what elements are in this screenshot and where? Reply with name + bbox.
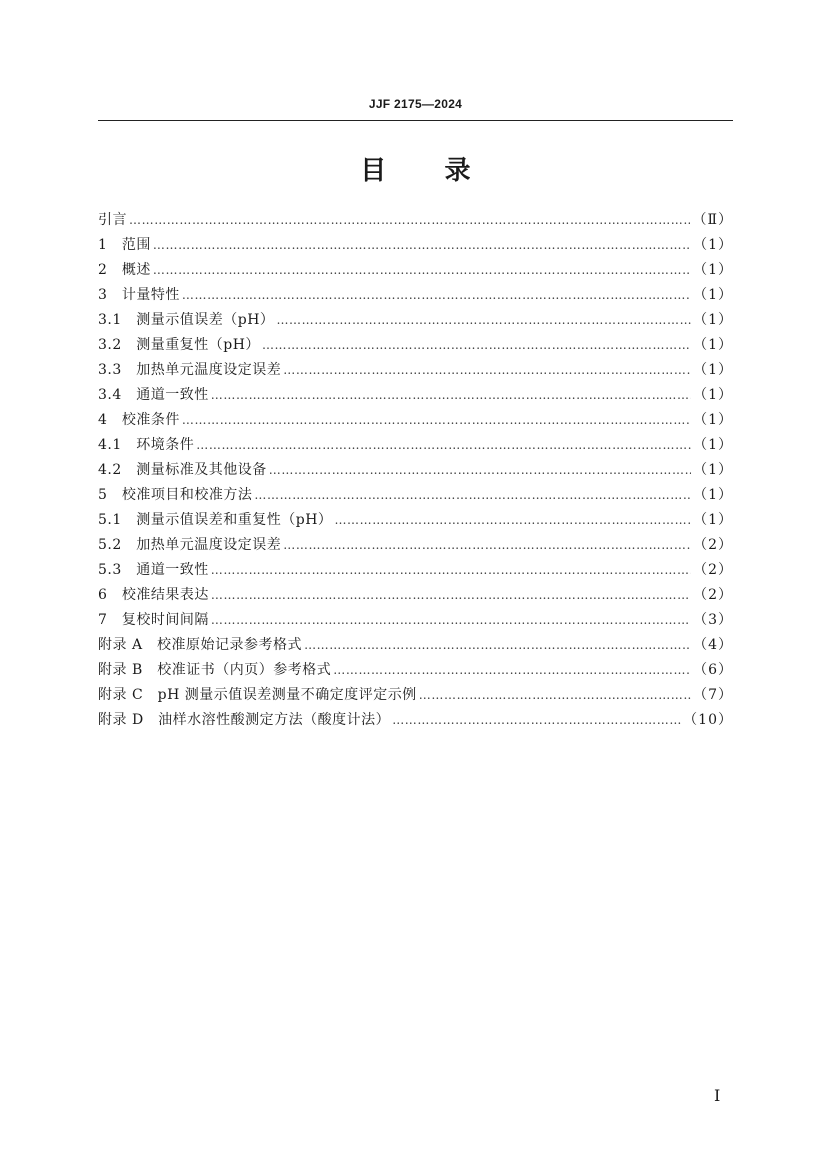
toc-entry[interactable] (98, 483, 733, 508)
title-char-right: 录 (444, 156, 471, 186)
page-number: I (714, 1086, 721, 1105)
toc-dot-leader (333, 658, 691, 683)
toc-entry[interactable] (98, 508, 733, 533)
toc-dot-leader (129, 208, 690, 233)
toc-dot-leader (211, 558, 691, 583)
toc-entry-page: （1） (693, 362, 733, 378)
table-of-contents (98, 208, 733, 733)
toc-dot-leader (419, 683, 691, 708)
toc-entry-page: （6） (693, 662, 733, 678)
title-char-left: 目 (360, 156, 387, 186)
toc-entry-page: （1） (693, 312, 733, 328)
toc-entry-label: 4.1 环境条件 (98, 437, 195, 453)
toc-dot-leader (211, 383, 691, 408)
toc-entry[interactable] (98, 458, 733, 483)
toc-entry-label: 引言 (98, 212, 127, 228)
toc-entry-label: 附录 B 校准证书（内页）参考格式 (98, 662, 332, 678)
toc-entry-label: 附录 C pH 测量示值误差测量不确定度评定示例 (98, 687, 417, 703)
toc-entry-page: （1） (693, 487, 733, 503)
toc-entry[interactable] (98, 408, 733, 433)
toc-entry-page: （3） (693, 612, 733, 628)
toc-dot-leader (276, 308, 691, 333)
toc-entry-page: （7） (693, 687, 733, 703)
toc-entry-label: 5.2 加热单元温度设定误差 (98, 537, 282, 553)
toc-entry-label: 7 复校时间间隔 (98, 612, 209, 628)
toc-entry[interactable] (98, 683, 733, 708)
toc-entry-page: （1） (693, 387, 733, 403)
toc-entry[interactable] (98, 558, 733, 583)
toc-entry[interactable] (98, 283, 733, 308)
toc-dot-leader (196, 433, 691, 458)
toc-dot-leader (211, 583, 691, 608)
toc-entry-page: （2） (693, 587, 733, 603)
toc-dot-leader (283, 358, 691, 383)
toc-entry-label: 1 范围 (98, 237, 151, 253)
toc-entry-page: （1） (693, 262, 733, 278)
toc-entry-label: 3 计量特性 (98, 287, 180, 303)
toc-entry-label: 2 概述 (98, 262, 151, 278)
toc-entry-page: （2） (693, 537, 733, 553)
toc-entry[interactable] (98, 333, 733, 358)
toc-entry-page: （2） (693, 562, 733, 578)
toc-entry-label: 3.3 加热单元温度设定误差 (98, 362, 282, 378)
toc-dot-leader (283, 533, 691, 558)
toc-entry[interactable] (98, 708, 733, 733)
toc-entry-label: 4 校准条件 (98, 412, 180, 428)
toc-entry-page: （Ⅱ） (692, 212, 733, 228)
toc-entry[interactable] (98, 433, 733, 458)
toc-entry[interactable] (98, 308, 733, 333)
toc-entry-label: 6 校准结果表达 (98, 587, 209, 603)
toc-entry[interactable] (98, 208, 733, 233)
toc-entry-label: 5 校准项目和校准方法 (98, 487, 253, 503)
toc-entry-page: （4） (693, 637, 733, 653)
toc-entry-page: （1） (693, 237, 733, 253)
toc-entry[interactable] (98, 633, 733, 658)
toc-entry[interactable] (98, 658, 733, 683)
toc-dot-leader (182, 283, 691, 308)
toc-entry-label: 3.2 测量重复性（pH） (98, 337, 260, 353)
toc-entry-page: （10） (683, 712, 733, 728)
toc-entry-label: 3.1 测量示值误差（pH） (98, 312, 275, 328)
toc-entry[interactable] (98, 533, 733, 558)
toc-entry[interactable] (98, 258, 733, 283)
toc-dot-leader (153, 233, 691, 258)
toc-entry[interactable] (98, 583, 733, 608)
toc-entry-label: 附录 D 油样水溶性酸测定方法（酸度计法） (98, 712, 391, 728)
toc-dot-leader (182, 408, 691, 433)
header-rule (98, 120, 733, 121)
toc-dot-leader (254, 483, 691, 508)
toc-dot-leader (262, 333, 691, 358)
page-title (98, 150, 733, 187)
toc-entry-label: 5.1 测量示值误差和重复性（pH） (98, 512, 333, 528)
document-code-header: JJF 2175—2024 (368, 97, 463, 111)
toc-entry-page: （1） (693, 287, 733, 303)
toc-entry[interactable] (98, 358, 733, 383)
toc-dot-leader (211, 608, 691, 633)
toc-dot-leader (304, 633, 691, 658)
toc-dot-leader (334, 508, 691, 533)
toc-entry-page: （1） (693, 337, 733, 353)
toc-entry-label: 4.2 测量标准及其他设备 (98, 462, 267, 478)
toc-entry[interactable] (98, 608, 733, 633)
toc-dot-leader (269, 458, 691, 483)
toc-entry-label: 附录 A 校准原始记录参考格式 (98, 637, 303, 653)
toc-dot-leader (392, 708, 681, 733)
toc-entry-label: 3.4 通道一致性 (98, 387, 209, 403)
toc-entry-page: （1） (693, 437, 733, 453)
toc-entry-label: 5.3 通道一致性 (98, 562, 209, 578)
toc-entry-page: （1） (693, 462, 733, 478)
toc-entry[interactable] (98, 383, 733, 408)
toc-dot-leader (153, 258, 691, 283)
toc-entry-page: （1） (693, 512, 733, 528)
toc-entry[interactable] (98, 233, 733, 258)
toc-entry-page: （1） (693, 412, 733, 428)
